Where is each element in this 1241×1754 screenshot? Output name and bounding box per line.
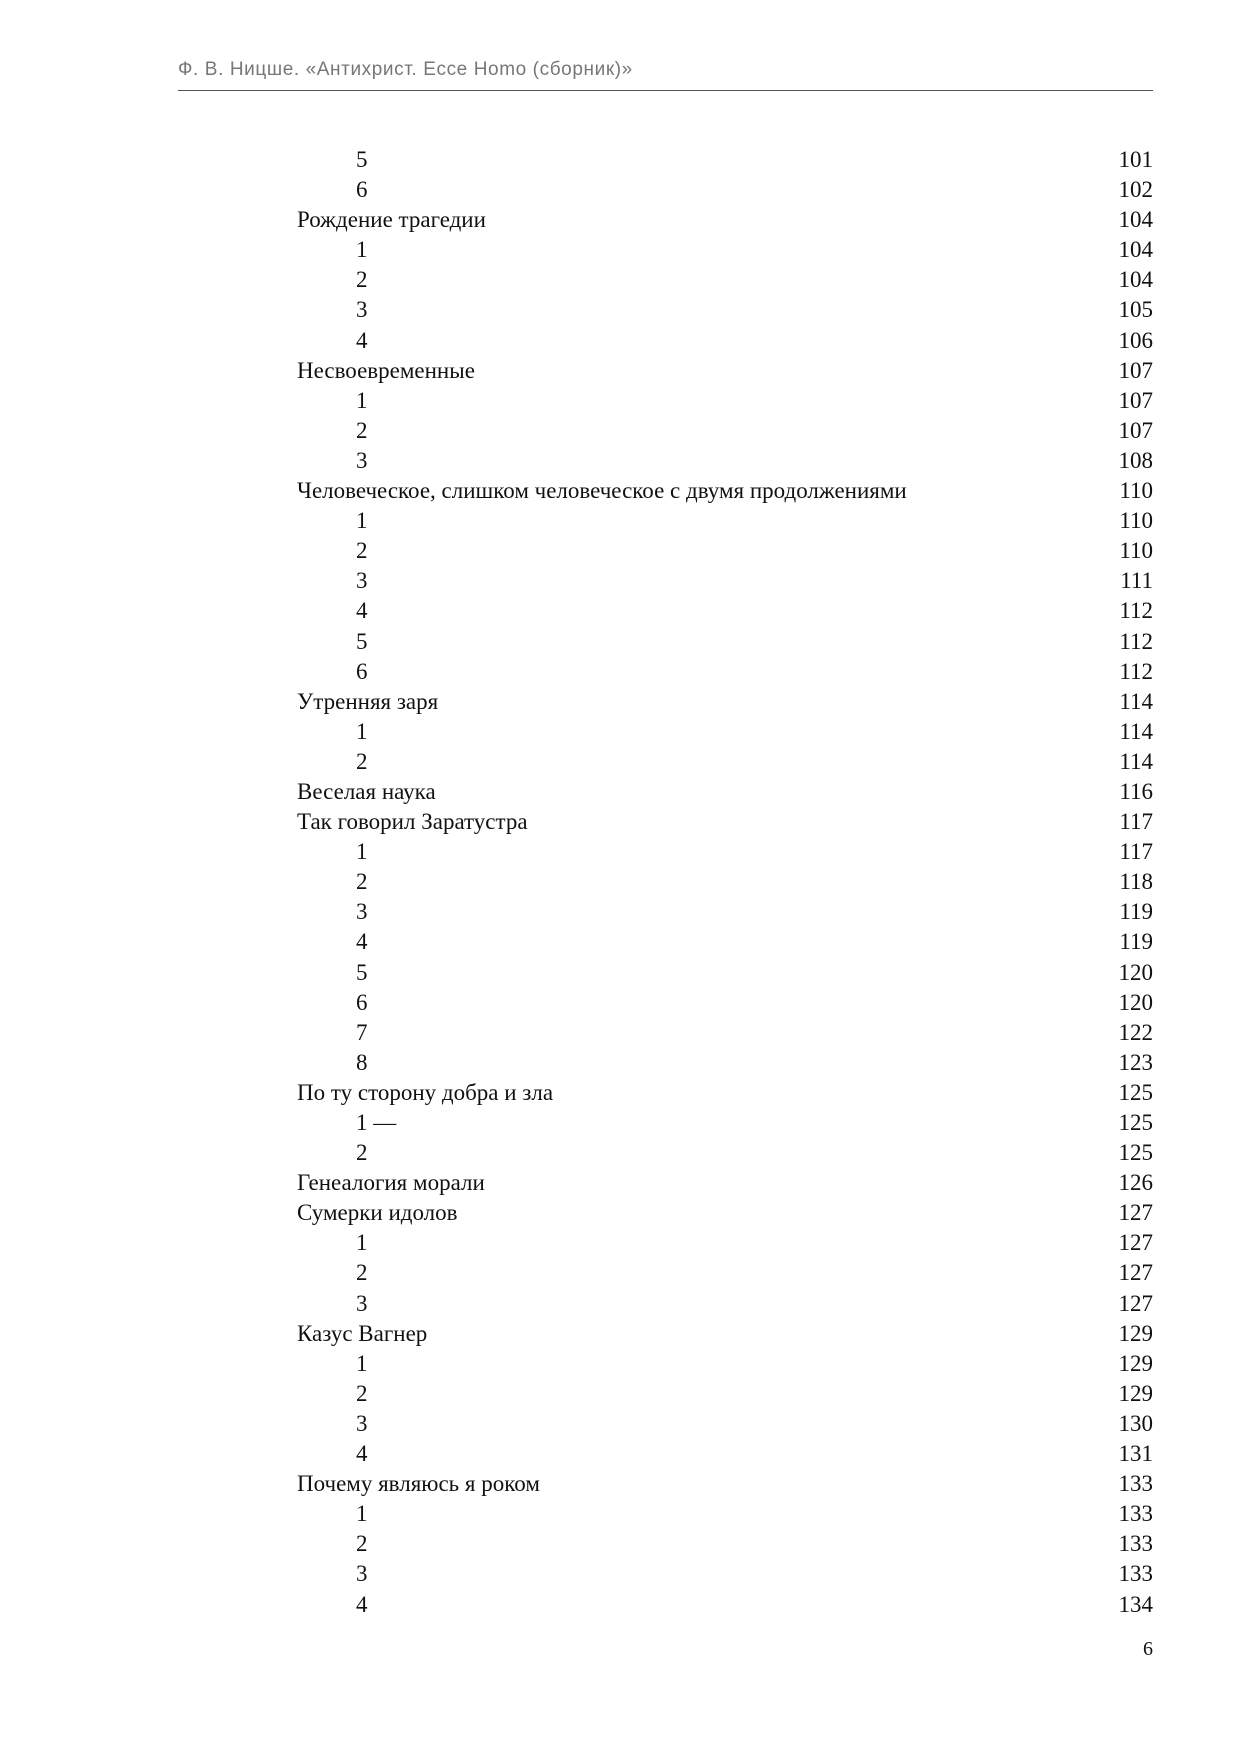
toc-entry-label: 2 [356,1531,368,1557]
running-header [178,56,1153,91]
toc-entry [297,205,1157,235]
toc-entry-label: 4 [356,1591,368,1617]
toc-entry-page: 134 [1118,1591,1153,1617]
toc-entry-label: 3 [356,899,368,925]
toc-entry-page: 112 [1119,658,1153,684]
toc-subentry [297,446,1157,476]
toc-entry-label: 6 [356,989,368,1015]
toc-entry-page: 114 [1119,718,1153,744]
toc-subentry [297,1439,1157,1469]
toc-subentry [297,1349,1157,1379]
toc-entry [297,777,1157,807]
toc-entry-label: 2 [356,1140,368,1166]
toc-subentry [297,1228,1157,1258]
toc-entry-page: 117 [1119,839,1153,865]
toc-subentry [297,1499,1157,1529]
toc-entry-label: 1 [356,387,368,413]
toc-entry-label: 3 [356,1290,368,1316]
toc-subentry [297,416,1157,446]
toc-entry-label: 1 [356,718,368,744]
toc-entry-label: 3 [356,297,368,323]
toc-entry-page: 123 [1118,1049,1153,1075]
toc-entry-page: 122 [1118,1019,1153,1045]
toc-subentry [297,1379,1157,1409]
toc-subentry [297,536,1157,566]
toc-entry-page: 111 [1120,568,1153,594]
toc-entry [297,687,1157,717]
toc-subentry [297,1048,1157,1078]
toc-entry-page: 126 [1118,1170,1153,1196]
toc-entry-label: 2 [356,417,368,443]
toc-subentry [297,235,1157,265]
toc-entry [297,1469,1157,1499]
toc-entry-page: 127 [1118,1260,1153,1286]
toc-entry-label: 3 [356,568,368,594]
toc-entry-page: 106 [1118,327,1153,353]
toc-subentry [297,958,1157,988]
toc-entry-label: 1 [356,237,368,263]
toc-entry-page: 110 [1119,538,1153,564]
toc-subentry [297,927,1157,957]
toc-entry-page: 129 [1118,1380,1153,1406]
toc-entry [297,807,1157,837]
toc-subentry [297,566,1157,596]
toc-subentry [297,1289,1157,1319]
toc-entry-page: 127 [1118,1290,1153,1316]
toc-subentry [297,988,1157,1018]
toc-entry-label: 6 [356,658,368,684]
toc-subentry [297,1529,1157,1559]
toc-entry-label: Почему являюсь я роком [297,1471,540,1497]
toc-subentry [297,1108,1157,1138]
toc-entry [297,356,1157,386]
toc-entry-label: Рождение трагедии [297,207,486,233]
toc-entry-label: 2 [356,538,368,564]
toc-subentry [297,506,1157,536]
toc-entry-label: По ту сторону добра и зла [297,1079,554,1105]
toc-entry-label: 3 [356,1561,368,1587]
toc-entry-page: 114 [1119,688,1153,714]
toc-entry-page: 108 [1118,447,1153,473]
toc-subentry [297,295,1157,325]
toc-entry-page: 104 [1118,207,1153,233]
toc-subentry [297,897,1157,927]
toc-entry-label: 1 [356,839,368,865]
toc-entry-page: 125 [1118,1079,1153,1105]
toc-entry-label: 5 [356,147,368,172]
toc-subentry [297,837,1157,867]
toc-subentry [297,717,1157,747]
toc-entry-page: 110 [1119,478,1153,504]
toc-subentry [297,1258,1157,1288]
toc-entry-page: 131 [1118,1441,1153,1467]
toc-entry-label: 1 [356,1501,368,1527]
toc-entry-page: 129 [1118,1320,1153,1346]
toc-entry-page: 127 [1118,1200,1153,1226]
toc-entry-page: 119 [1119,899,1153,925]
toc-entry [297,1078,1157,1108]
toc-entry-page: 130 [1118,1410,1153,1436]
toc-entry-page: 133 [1118,1471,1153,1497]
toc-entry-page: 107 [1118,417,1153,443]
toc-entry-label: Человеческое, слишком человеческое с двумя продолжениями [297,478,907,504]
toc-subentry [297,1409,1157,1439]
toc-entry-page: 133 [1118,1501,1153,1527]
toc-entry-page: 116 [1119,778,1153,804]
toc-entry-label: 2 [356,1380,368,1406]
toc-entry-page: 107 [1118,357,1153,383]
page-number: 6 [1143,1638,1153,1660]
toc-entry-page: 107 [1118,387,1153,413]
toc-entry-label: Несвоевременные [297,357,475,383]
toc-entry-label: 2 [356,869,368,895]
toc-subentry [297,265,1157,295]
toc-entry-label: 7 [356,1019,368,1045]
toc-entry-label: 4 [356,1441,368,1467]
toc-entry-label: Казус Вагнер [297,1320,428,1346]
toc-entry [297,1168,1157,1198]
toc-entry-page: 110 [1119,508,1153,534]
toc-entry-page: 129 [1118,1350,1153,1376]
toc-subentry [297,596,1157,626]
toc-entry-page: 118 [1119,869,1153,895]
toc-subentry [297,747,1157,777]
toc-entry-label: Сумерки идолов [297,1200,458,1226]
toc-subentry [297,145,1157,175]
toc-entry-label: 4 [356,929,368,955]
toc-entry-page: 120 [1118,959,1153,985]
toc-entry-page: 105 [1118,297,1153,323]
toc-entry-page: 112 [1119,598,1153,624]
toc-entry-page: 112 [1119,628,1153,654]
toc-entry [297,1319,1157,1349]
toc-entry-page: 117 [1119,809,1153,835]
toc-entry-page: 114 [1119,748,1153,774]
toc-entry-label: 2 [356,1260,368,1286]
toc-entry-page: 104 [1118,237,1153,263]
toc-subentry [297,627,1157,657]
toc-entry-label: Утренняя заря [297,688,439,714]
toc-subentry [297,326,1157,356]
toc-entry-label: 6 [356,177,368,203]
toc-entry-label: 4 [356,327,368,353]
toc-entry-label: 2 [356,748,368,774]
toc-entry-label: Генеалогия морали [297,1170,485,1196]
toc-entry-label: 5 [356,959,368,985]
toc-entry-label: Так говорил Заратустра [297,809,528,835]
toc-entry-page: 104 [1118,267,1153,293]
toc-entry-page: 125 [1118,1110,1153,1135]
toc-entry [297,1198,1157,1228]
toc-subentry [297,175,1157,205]
toc-entry-label: 8 [356,1049,368,1075]
toc-entry-label: 4 [356,598,368,624]
toc-entry-label: 2 [356,267,368,293]
toc-subentry [297,386,1157,416]
toc-entry-page: 133 [1118,1561,1153,1587]
toc-entry [297,476,1157,506]
toc-entry-label: Веселая наука [297,778,436,804]
toc-entry-page: 102 [1118,177,1153,203]
toc-subentry [297,1590,1157,1620]
toc-entry-label: 5 [356,628,368,654]
toc-subentry [297,1559,1157,1589]
toc-entry-page: 120 [1118,989,1153,1015]
toc-entry-page: 125 [1118,1140,1153,1166]
toc-entry-page: 119 [1119,929,1153,955]
toc-entry-label: 1 [356,508,368,534]
running-header-text: Ф. В. Ницше. «Антихрист. Ecce Homo (сборник)» [178,59,633,80]
toc-entry-label: 3 [356,1410,368,1436]
table-of-contents [297,145,1157,1620]
toc-subentry [297,657,1157,687]
toc-subentry [297,1018,1157,1048]
toc-entry-label: 1 — [356,1110,397,1135]
toc-entry-label: 1 [356,1230,368,1256]
toc-subentry [297,867,1157,897]
toc-subentry [297,1138,1157,1168]
toc-entry-page: 133 [1118,1531,1153,1557]
toc-entry-label: 3 [356,447,368,473]
toc-entry-page: 127 [1118,1230,1153,1256]
toc-entry-label: 1 [356,1350,368,1376]
toc-entry-page: 101 [1118,147,1153,172]
